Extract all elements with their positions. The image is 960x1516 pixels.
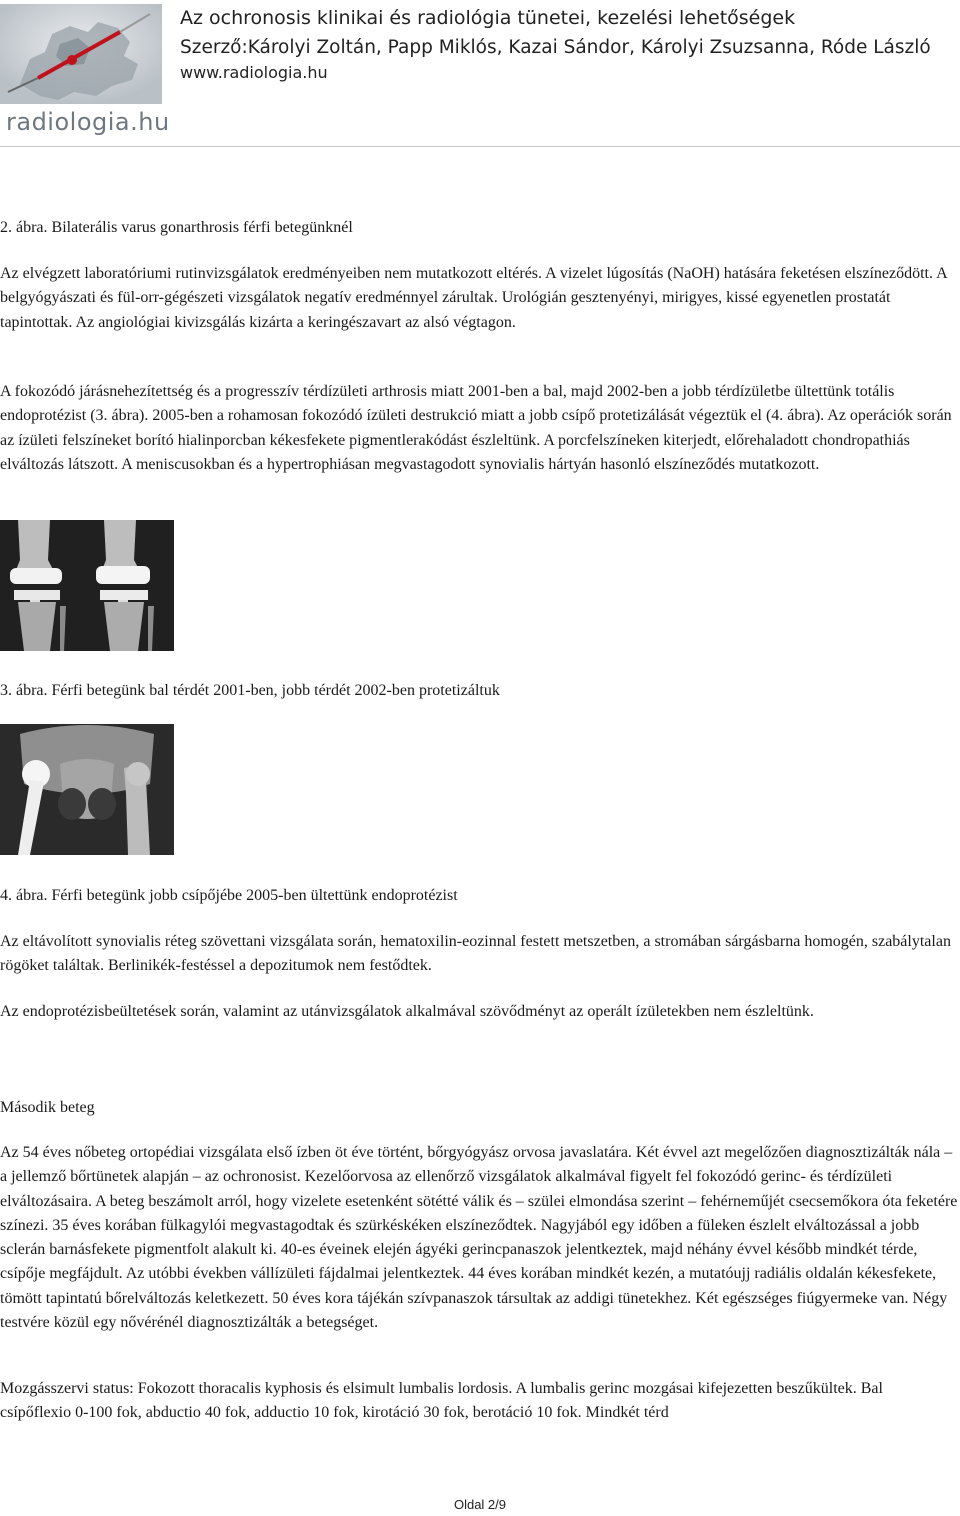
figure-caption-2: 2. ábra. Bilaterális varus gonarthrosis férfi betegünknél [0,219,353,236]
page-header [0,0,960,148]
paragraph-second-patient-history: Az 54 éves nőbeteg ortopédiai vizsgálata első ízben öt éve történt, bőrgyógyász orvosa javaslatára. Két évvel azt megelőzően diagnosztizálták nála – a jellemző bőrtünetek alapján – az ochronosist. Kezelőorvosa az ellenőrző vizsgálatok alkalmával figyelt fel fokozódó gerinc- és térdízületi elváltozásaira. A beteg beszámolt arról, hogy vizelete esetenként sötétté válik és – szülei elmondása szerint – fehérneműjét csecsemőkora óta feketére színezi. 35 éves korában fülkagylói megvastagodtak és szürkéskéken elszíneződtek. Nagyjából egy időben a füleken észlelt elváltozással a jobb sclerán barnásfekete pigmentfolt alakult ki. 40-es éveinek elején ágyéki gerincpanaszok jelentkeztek, majd néhány évvel később mindkét térde, csípője megfájdult. Az utóbbi években vállízületi fájdalmai jelentkeztek. 44 éves korában mindkét kezén, a mutatóujj radiális oldalán kékesfekete, tömött tapintatú bőrelváltozás keletkezett. 50 éves kora tájékán szívpanaszok társultak az addigi tünetekhez. Két egészséges fiúgyermeke van. Négy testvére közül egy nővérénél diagnosztizálták a betegséget. [0,1144,958,1332]
logo-text: radiologia.hu [6,108,170,136]
document-authors: Szerző:Károlyi Zoltán, Papp Miklós, Kazai Sándor, Károlyi Zsuzsanna, Róde László [180,37,931,58]
section-heading-second-patient: Második beteg [0,1099,95,1116]
document-title: Az ochronosis klinikai és radiológia tünetei, kezelési lehetőségek [180,7,796,29]
figure-caption-3: 3. ábra. Férfi betegünk bal térdét 2001-ben, jobb térdét 2002-ben protetizáltuk [0,682,500,699]
website-link[interactable]: www.radiologia.hu [180,63,328,82]
knee-xray-image [0,520,174,651]
paragraph-surgery: A fokozódó járásnehezítettség és a progresszív térdízületi arthrosis miatt 2001-ben a bal, majd 2002-ben a jobb térdízületbe ültettünk totális endoprotézist (3. ábra). 2005-ben a rohamosan fokozódó ízületi destrukció miatt a jobb csípő protetizálását végeztük el (4. ábra). Az operációk során az ízületi felszíneket borító hialinporcban kékesfekete pigmentlerakódást észleltünk. A porcfelszíneken kiterjedt, előrehaladott chondropathiás elváltozás látszott. A meniscusokban és a hypertrophiásan megvastagodott synovialis hártyán hasonló elszíneződés mutatkozott. [0,383,952,473]
page-number: Oldal 2/9 [453,1497,507,1512]
hip-xray-image [0,724,174,855]
paragraph-lab-results: Az elvégzett laboratóriumi rutinvizsgálatok eredményeiben nem mutatkozott eltérés. A vizelet lúgosítás (NaOH) hatására feketésen elszíneződött. A belgyógyászati és fül-orr-gégészeti vizsgálatok negatív eredménnyel zárultak. Urológián gesztenyényi, mirigyes, kissé egyenetlen prostatát tapintottak. Az angiológiai kivizsgálás kizárta a keringészavart az alsó végtagon. [0,265,947,331]
header-divider [0,146,960,147]
paragraph-musculoskeletal-status: Mozgásszervi status: Fokozott thoracalis kyphosis és elsimult lumbalis lordosis. A lumbalis gerinc mozgásai kifejezetten beszűkültek. Bal csípőflexio 0-100 fok, abductio 40 fok, adductio 10 fok, kirotáció 30 fok, berotáció 10 fok. Mindkét térd [0,1380,883,1422]
radiologia-logo[interactable] [0,4,170,144]
paragraph-complications: Az endoprotézisbeültetések során, valamint az utánvizsgálatok alkalmával szövődményt az operált ízületekben nem észleltünk. [0,1003,814,1020]
figure-caption-4: 4. ábra. Férfi betegünk jobb csípőjébe 2005-ben ültettünk endoprotézist [0,887,458,904]
paragraph-histology: Az eltávolított synovialis réteg szövettani vizsgálata során, hematoxilin-eozinnal festett metszetben, a stromában sárgásbarna homogén, szabálytalan rögöket találtak. Berlinikék-festéssel a depozitumok nem festődtek. [0,933,951,975]
